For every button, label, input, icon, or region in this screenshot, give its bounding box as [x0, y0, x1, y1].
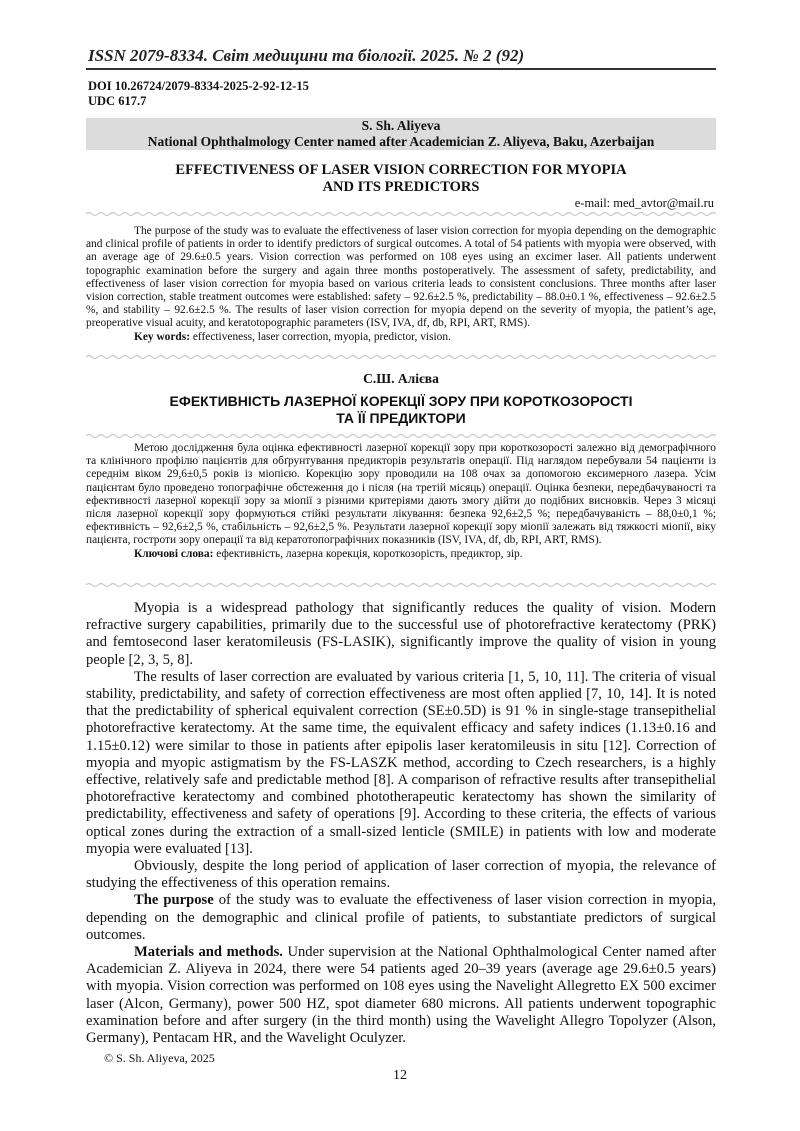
author-name-ua: С.Ш. Алієва	[363, 371, 439, 386]
author-name-en: S. Sh. Aliyeva	[361, 118, 441, 133]
journal-header: ISSN 2079-8334. Світ медицини та біології. 2025. № 2 (92)	[88, 46, 525, 65]
header-rule	[86, 68, 716, 70]
title-ua	[86, 393, 716, 427]
methods-lead: Materials and methods.	[134, 944, 283, 961]
purpose-lead: The purpose	[134, 892, 214, 909]
udc: UDC 617.7	[88, 94, 147, 108]
author-affiliation-en: National Ophthalmology Center named after Academician Z. Aliyeva, Baku, Azerbaijan	[147, 133, 655, 149]
keywords-en	[86, 331, 716, 344]
main-text	[86, 600, 716, 1047]
paragraph-intro: Myopia is a widespread pathology that significantly reduces the quality of vision. Modern refractive surgery capabilities, primarily due to the successful use of photorefractive keratectomy (PRK) and femtosecond laser keratomileusis (FS-LASIK), significantly improve the quality of vision in young people [2, 3, 5, 8].	[86, 600, 716, 668]
paragraph-criteria: The results of laser correction are evaluated by various criteria [1, 5, 10, 11]. The criteria of visual stability, predictability, and safety of correction effectiveness are most often applied [7, 10, 14]. It is noted that the predictability of spherical equivalent correction (SE±0.5D) is 91 % in single-stage transepithelial photorefractive keratectomy. At the same time, the equivalent efficacy and safety indices (1.13±0.16 and 1.15±0.12) were similar to those in patients after epipolis laser keratomileusis in situ [12]. Correction of myopia and myopic astigmatism by the FS-LASZK method, according to Czech researchers, is a highly effective, relatively safe and predictable method [8]. A comparison of refractive results after transepithelial photorefractive keratectomy and combined phototherapeutic keratectomy has shown the similarity of predictability, effectiveness and safety of operations [9]. According to these criteria, the effects of various optical zones during the extraction of a small-sized lenticle (SMILE) in patients with low and moderate myopia were evaluated [13].	[86, 668, 716, 857]
keywords-ua-label: Ключові слова:	[134, 547, 214, 560]
keywords-ua	[86, 548, 716, 561]
abstract-en-text: The purpose of the study was to evaluate the effectiveness of laser vision correction for myopia depending on the demographic and clinical profile of patients in order to identify predictors of surgical outcomes. A total of 54 patients with myopia were observed, with an average age of 29.6±0.5 years. Vision correction was performed on 108 eyes using an excimer laser. All patients underwent topographic examination before the surgery and again three months postoperatively. The assessment of safety, predictability, and effectiveness of laser vision correction for myopia based on various criteria leads to consistent conclusions. Three months after laser vision correction, stable treatment outcomes were established: safety – 92.6±2.5 %, predictability – 88.0±0.1 %, effectiveness – 92.6±2.5 %, and stability – 92.6±2.5 %. The results of laser vision correction for myopia depend on the severity of myopia, the patient’s age, preoperative visual acuity, and keratotopographic parameters (ISV, IVA, df, db, RPI, ART, RMS).	[86, 225, 716, 330]
title-ua-line1: ЕФЕКТИВНІСТЬ ЛАЗЕРНОЇ КОРЕКЦІЇ ЗОРУ ПРИ КОРОТКОЗОРОСТІ	[169, 393, 633, 409]
abstract-ua	[86, 442, 716, 561]
divider-wavy	[86, 582, 716, 588]
page-number: 12	[393, 1068, 407, 1083]
divider-wavy	[86, 354, 716, 360]
divider-wavy	[86, 433, 716, 439]
paragraph-relevance: Obviously, despite the long period of application of laser correction of myopia, the relevance of studying the effectiveness of this operation remains.	[86, 858, 716, 892]
doi: DOI 10.26724/2079-8334-2025-2-92-12-15	[88, 79, 309, 93]
title-en	[86, 162, 716, 196]
methods-text: Under supervision at the National Ophthalmological Center named after Academician Z. Aliyeva in 2024, there were 54 patients aged 20–39 years (average age 29.6±0.5 years) with myopia. Vision correction was performed on 108 eyes using the Navelight Allegretto EX 500 excimer laser (Alcon, Germany), power 500 HZ, spot diameter 680 microns. All patients underwent topographic examination before and after surgery (in the third month) using the Wavelight Allegro Topolyzer (Alson, Germany), Pentacam HR, and the Wavelight Oculyzer.	[86, 944, 716, 1047]
purpose-text: of the study was to evaluate the effectiveness of laser vision correction in myopia, depending on the demographic and clinical profile of patients, to substantiate predictors of surgical outcomes.	[86, 892, 716, 943]
keywords-en-label: Key words:	[134, 330, 190, 343]
keywords-ua-list: ефективність, лазерна корекція, короткозорість, предиктор, зір.	[213, 547, 523, 560]
paragraph-methods	[86, 944, 716, 1047]
copyright: © S. Sh. Aliyeva, 2025	[104, 1051, 215, 1065]
keywords-en-list: effectiveness, laser correction, myopia, predictor, vision.	[190, 330, 451, 343]
title-ua-line2: ТА ЇЇ ПРЕДИКТОРИ	[336, 410, 466, 426]
abstract-ua-text: Метою дослідження була оцінка ефективності лазерної корекції зору при короткозорості залежно від демографічного та клінічного профілю пацієнтів для обґрунтування предикторів результатів операції. Під наглядом перебували 54 пацієнти із середнім віком 29,6±0,5 років із міопією. Корекцію зору проводили на 108 очах за допомогою ексимерного лазера. Усім пацієнтам було проведено топографічне обстеження до і після (на третій місяць) операції. Оцінка безпеки, передбачуваності та ефективності лазерної корекції зору за міопії з різними критеріями дають змогу дійти до подібних висновків. Через 3 місяці після лазерної корекції зору формуються стійкі результати лікування: безпека 92,6±2,5 %; передбачуваність – 88,0±0,1 %; ефективність – 92,6±2,5 %, стабільність – 92,6±2,5 %. Результати лазерної корекції зору міопії залежать від тяжкості міопії, віку пацієнта, гостроти зору операції та від кератотопографічних показників (ISV, IVA, df, db, RPI, ART, RMS).	[86, 442, 716, 547]
author-box-en	[86, 118, 716, 150]
title-en-line1: EFFECTIVENESS OF LASER VISION CORRECTION FOR MYOPIA	[175, 162, 627, 178]
author-email: e-mail: med_avtor@mail.ru	[574, 196, 714, 210]
title-en-line2: AND ITS PREDICTORS	[322, 179, 480, 195]
abstract-en	[86, 225, 716, 344]
paragraph-purpose	[86, 892, 716, 944]
divider-wavy	[86, 211, 716, 217]
doi-block	[88, 79, 309, 109]
